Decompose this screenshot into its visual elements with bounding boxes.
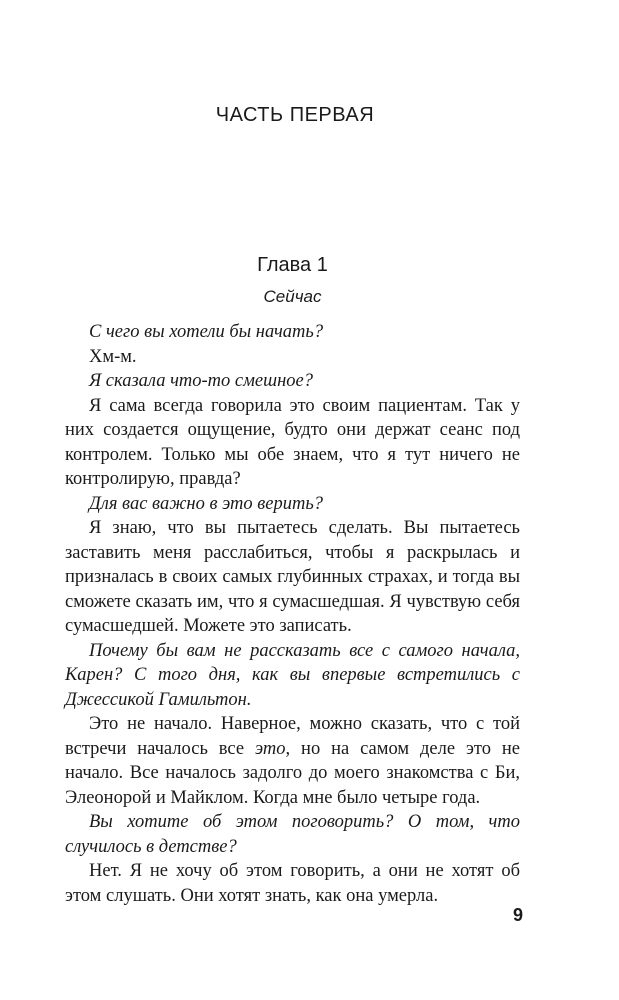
part-title: ЧАСТЬ ПЕРВАЯ	[215, 104, 375, 126]
text-segment: , но на самом деле это не начало. Все началось задолго до моего знакомства с Би, Элеонорой и Майклом. Когда мне было четыре года.	[65, 738, 520, 808]
answer-paragraph	[65, 712, 520, 810]
answer-paragraph: Я сама всегда говорила это своим пациентам. Так у них создается ощущение, будто они держат сеанс под контролем. Только мы обе знаем, что я тут ничего не контролирую, правда?	[65, 395, 520, 489]
answer-paragraph: Хм-м.	[89, 346, 137, 367]
chapter-title: Глава 1	[257, 254, 328, 276]
answer-paragraph: Я знаю, что вы пытаетесь сделать. Вы пытаетесь заставить меня расслабиться, чтобы я раскрылась и призналась в своих самых глубинных страхах, и тогда вы сможете сказать им, что я сумасшедшая. Я чувствую себя сумасшедшей. Можете это записать.	[65, 518, 520, 636]
question-paragraph: Я сказала что-то смешное?	[89, 371, 313, 391]
chapter-body	[65, 320, 520, 908]
question-paragraph: Вы хотите об этом поговорить? О том, что случилось в детстве?	[65, 812, 520, 857]
question-paragraph: Для вас важно в это верить?	[89, 493, 324, 514]
question-paragraph: Почему бы вам не рассказать все с самого начала, Карен? С того дня, как вы впервые встретились с Джессикой Гамильтон.	[65, 640, 520, 710]
text-segment: Это не начало. Наверное, можно сказать, что с той встречи началось все	[65, 714, 520, 759]
page-number: 9	[512, 905, 523, 925]
question-paragraph: С чего вы хотели бы начать?	[89, 322, 324, 342]
chapter-subtitle: Сейчас	[263, 287, 322, 306]
answer-paragraph: Нет. Я не хочу об этом говорить, а они не хотят об этом слушать. Они хотят знать, как она умерла.	[65, 861, 520, 906]
emphasized-word: это	[254, 738, 286, 759]
